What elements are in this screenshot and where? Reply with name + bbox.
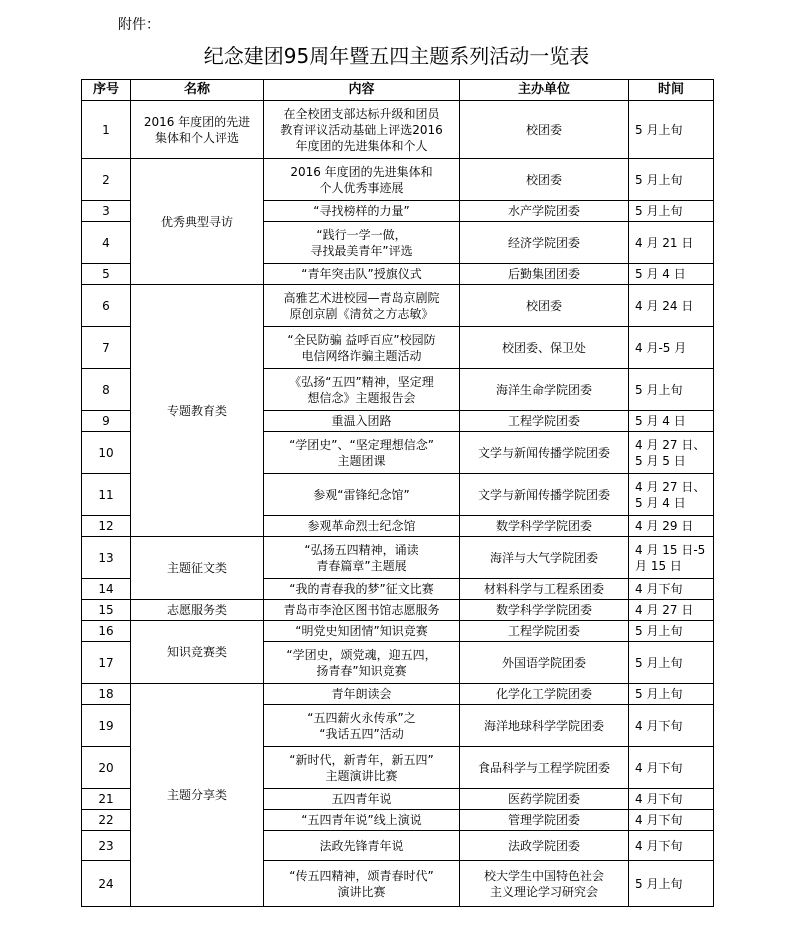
activity-time <box>629 600 714 621</box>
organizer <box>460 747 629 789</box>
organizer-line: 化学化工学院团委 <box>495 687 592 701</box>
activity-time <box>629 516 714 537</box>
organizer-line: 外国语学院团委 <box>501 655 586 670</box>
content-line: “学团史，颂党魂，迎五四， <box>286 647 437 662</box>
content-line: “践行一学一做， <box>316 227 407 242</box>
activity-content <box>264 222 460 264</box>
page-title: 纪念建团95周年暨五四主题系列活动一览表 <box>203 44 590 68</box>
row-number: 19 <box>82 705 131 747</box>
organizer-line: 后勤集团团委 <box>507 267 580 281</box>
content-line: “全民防骗 益呼百应”校园防 <box>287 332 436 347</box>
organizer-line: 食品科学与工程学院团委 <box>477 760 610 775</box>
row-number: 18 <box>82 684 131 705</box>
time-line: 5 月上旬 <box>635 122 683 137</box>
activity-category <box>131 621 264 684</box>
table-row <box>82 101 714 159</box>
category-line: 志愿服务类 <box>166 603 227 617</box>
activity-content <box>264 201 460 222</box>
content-line: 青岛市李沧区图书馆志愿服务 <box>283 603 440 617</box>
activity-content <box>264 642 460 684</box>
row-number: 20 <box>82 747 131 789</box>
activity-time <box>629 537 714 579</box>
time-line: 5 月上旬 <box>635 172 683 187</box>
activity-time <box>629 621 714 642</box>
table-row <box>82 600 714 621</box>
table-row <box>82 684 714 705</box>
activity-content <box>264 264 460 285</box>
activity-time <box>629 369 714 411</box>
organizer <box>460 264 629 285</box>
activity-content <box>264 432 460 474</box>
category-line: 优秀典型寻访 <box>160 214 233 229</box>
organizer-line: 材料科学与工程系团委 <box>483 582 604 596</box>
activity-content <box>264 621 460 642</box>
content-line: “寻找榜样的力量” <box>313 204 410 218</box>
content-line: 原创京剧《清贫之方志敏》 <box>289 306 434 321</box>
content-line: 寻找最美青年”评选 <box>310 243 413 258</box>
activity-content <box>264 159 460 201</box>
activity-content <box>264 327 460 369</box>
activity-category <box>131 285 264 537</box>
table-row <box>82 621 714 642</box>
activity-category <box>131 600 264 621</box>
activity-category <box>131 537 264 600</box>
activity-time <box>629 705 714 747</box>
activity-content <box>264 861 460 907</box>
row-number: 17 <box>82 642 131 684</box>
time-line: 4 月下旬 <box>635 718 683 733</box>
organizer-line: 校团委、保卫处 <box>501 340 586 355</box>
content-line: 高雅艺术进校园—青岛京剧院 <box>283 290 440 305</box>
activity-content <box>264 810 460 831</box>
content-line: “学团史”、“坚定理想信念” <box>289 437 434 452</box>
organizer-line: 主义理论学习研究会 <box>489 884 598 899</box>
time-line: 月 15 日 <box>635 558 682 573</box>
organizer-line: 经济学院团委 <box>507 235 580 250</box>
time-line: 4 月 24 日 <box>635 298 694 313</box>
activity-time <box>629 327 714 369</box>
header-no: 序号 <box>82 80 131 101</box>
organizer-line: 水产学院团委 <box>507 204 580 218</box>
content-line: “五四青年说”线上演说 <box>301 813 422 827</box>
time-line: 4 月 27 日 <box>635 603 694 617</box>
activity-time <box>629 747 714 789</box>
activity-time <box>629 579 714 600</box>
time-line: 4 月下旬 <box>635 838 683 853</box>
content-line: 在全校团支部达标升级和团员 <box>283 106 440 121</box>
time-line: 5 月上旬 <box>635 876 683 891</box>
activity-content <box>264 411 460 432</box>
content-line: 2016 年度团的先进集体和 <box>290 164 433 179</box>
activity-time <box>629 411 714 432</box>
activity-time <box>629 474 714 516</box>
activity-content <box>264 537 460 579</box>
organizer-line: 医药学院团委 <box>507 792 580 806</box>
content-line: “新时代，新青年，新五四” <box>289 752 434 767</box>
time-line: 5 月 4 日 <box>635 414 686 428</box>
organizer-line: 管理学院团委 <box>507 813 580 827</box>
activity-time <box>629 831 714 861</box>
activity-time <box>629 684 714 705</box>
time-line: 5 月上旬 <box>635 204 683 218</box>
activity-content <box>264 474 460 516</box>
time-line: 5 月 5 日 <box>635 453 686 468</box>
time-line: 4 月 21 日 <box>635 235 694 250</box>
activity-content <box>264 684 460 705</box>
row-number: 8 <box>82 369 131 411</box>
row-number: 16 <box>82 621 131 642</box>
time-line: 4 月下旬 <box>635 813 683 827</box>
table-row <box>82 537 714 579</box>
table-header-row <box>82 80 714 101</box>
activity-content <box>264 600 460 621</box>
organizer <box>460 600 629 621</box>
time-line: 4 月-5 月 <box>635 340 687 355</box>
time-line: 5 月上旬 <box>635 655 683 670</box>
time-line: 4 月下旬 <box>635 792 683 806</box>
row-number: 13 <box>82 537 131 579</box>
organizer-line: 工程学院团委 <box>507 414 580 428</box>
activity-category <box>131 684 264 907</box>
organizer-line: 校大学生中国特色社会 <box>483 868 604 883</box>
category-line: 知识竞赛类 <box>166 645 227 659</box>
content-line: “传五四精神，颂青春时代” <box>289 868 434 883</box>
organizer <box>460 621 629 642</box>
header-time: 时间 <box>629 80 714 101</box>
content-line: 扬青春”知识竞赛 <box>316 663 407 678</box>
organizer <box>460 810 629 831</box>
activity-content <box>264 705 460 747</box>
row-number: 1 <box>82 101 131 159</box>
activity-content <box>264 285 460 327</box>
organizer <box>460 432 629 474</box>
content-line: 教育评议活动基础上评选2016 <box>280 122 443 137</box>
organizer <box>460 411 629 432</box>
organizer-line: 文学与新闻传播学院团委 <box>477 445 610 460</box>
organizer <box>460 201 629 222</box>
activity-category <box>131 159 264 285</box>
organizer-line: 数学科学学院团委 <box>495 603 592 617</box>
organizer <box>460 474 629 516</box>
organizer-line: 工程学院团委 <box>507 624 580 638</box>
row-number: 23 <box>82 831 131 861</box>
table-row <box>82 285 714 327</box>
organizer <box>460 705 629 747</box>
organizer-line: 海洋生命学院团委 <box>495 382 592 397</box>
organizer <box>460 831 629 861</box>
row-number: 4 <box>82 222 131 264</box>
time-line: 5 月上旬 <box>635 624 683 638</box>
row-number: 15 <box>82 600 131 621</box>
time-line: 4 月 15 日-5 <box>635 542 706 557</box>
activity-time <box>629 642 714 684</box>
activity-time <box>629 101 714 159</box>
time-line: 4 月 27 日、 <box>635 479 706 494</box>
organizer <box>460 369 629 411</box>
content-line: “青年突击队”授旗仪式 <box>301 267 422 281</box>
time-line: 5 月 4 日 <box>635 495 686 510</box>
row-number: 3 <box>82 201 131 222</box>
activity-content <box>264 369 460 411</box>
organizer <box>460 579 629 600</box>
row-number: 9 <box>82 411 131 432</box>
organizer <box>460 285 629 327</box>
organizer <box>460 684 629 705</box>
row-number: 6 <box>82 285 131 327</box>
activity-time <box>629 264 714 285</box>
attachment-label: 附件： <box>118 17 160 33</box>
activity-content <box>264 789 460 810</box>
row-number: 21 <box>82 789 131 810</box>
row-number: 11 <box>82 474 131 516</box>
time-line: 4 月 29 日 <box>635 519 694 533</box>
category-line: 主题分享类 <box>166 788 227 802</box>
activity-table <box>81 79 714 907</box>
row-number: 14 <box>82 579 131 600</box>
organizer <box>460 222 629 264</box>
row-number: 5 <box>82 264 131 285</box>
activity-time <box>629 222 714 264</box>
activity-content <box>264 101 460 159</box>
content-line: 主题演讲比赛 <box>325 768 398 783</box>
time-line: 5 月上旬 <box>635 382 683 397</box>
content-line: 参观“雷锋纪念馆” <box>313 487 410 502</box>
header-name: 名称 <box>131 80 264 101</box>
activity-content <box>264 831 460 861</box>
activity-time <box>629 861 714 907</box>
content-line: “弘扬五四精神，诵读 <box>304 542 419 557</box>
row-number: 24 <box>82 861 131 907</box>
content-line: 想信念》主题报告会 <box>307 390 416 405</box>
content-line: 青年朗读会 <box>331 687 392 701</box>
category-line: 2016 年度团的先进 <box>143 114 251 129</box>
organizer-line: 海洋与大气学院团委 <box>489 550 598 565</box>
activity-content <box>264 747 460 789</box>
activity-time <box>629 159 714 201</box>
table-row <box>82 159 714 201</box>
organizer-line: 法政学院团委 <box>507 838 580 853</box>
organizer <box>460 642 629 684</box>
organizer-line: 校团委 <box>525 122 562 137</box>
category-line: 集体和个人评选 <box>154 130 239 145</box>
time-line: 4 月下旬 <box>635 582 683 596</box>
content-line: “五四薪火永传承”之 <box>307 710 416 725</box>
organizer <box>460 537 629 579</box>
content-line: 参观革命烈士纪念馆 <box>307 519 416 533</box>
activity-time <box>629 285 714 327</box>
organizer-line: 校团委 <box>525 172 562 187</box>
content-line: 五四青年说 <box>331 792 392 806</box>
content-line: “我话五四”活动 <box>319 726 404 741</box>
organizer <box>460 101 629 159</box>
organizer <box>460 861 629 907</box>
header-content: 内容 <box>264 80 460 101</box>
row-number: 7 <box>82 327 131 369</box>
activity-content <box>264 516 460 537</box>
content-line: 法政先锋青年说 <box>319 838 404 853</box>
content-line: 个人优秀事迹展 <box>319 180 404 195</box>
row-number: 22 <box>82 810 131 831</box>
time-line: 4 月下旬 <box>635 760 683 775</box>
content-line: “我的青春我的梦”征文比赛 <box>289 582 434 596</box>
time-line: 5 月 4 日 <box>635 267 686 281</box>
row-number: 10 <box>82 432 131 474</box>
activity-time <box>629 810 714 831</box>
category-line: 主题征文类 <box>166 561 227 575</box>
activity-time <box>629 201 714 222</box>
organizer <box>460 789 629 810</box>
content-line: 《弘扬“五四”精神，坚定理 <box>289 374 434 389</box>
content-line: 重温入团路 <box>331 414 392 428</box>
organizer <box>460 516 629 537</box>
content-line: 演讲比赛 <box>337 884 386 899</box>
content-line: 主题团课 <box>337 453 386 468</box>
activity-time <box>629 432 714 474</box>
organizer-line: 文学与新闻传播学院团委 <box>477 487 610 502</box>
content-line: “明党史知团情”知识竞赛 <box>295 624 428 638</box>
organizer <box>460 327 629 369</box>
activity-category <box>131 101 264 159</box>
organizer <box>460 159 629 201</box>
row-number: 2 <box>82 159 131 201</box>
organizer-line: 数学科学学院团委 <box>495 519 592 533</box>
organizer-line: 校团委 <box>525 298 562 313</box>
category-line: 专题教育类 <box>166 403 227 418</box>
activity-time <box>629 789 714 810</box>
activity-content <box>264 579 460 600</box>
content-line: 青春篇章”主题展 <box>316 558 407 573</box>
content-line: 年度团的先进集体和个人 <box>295 138 428 153</box>
row-number: 12 <box>82 516 131 537</box>
header-organizer: 主办单位 <box>460 80 629 101</box>
time-line: 5 月上旬 <box>635 687 683 701</box>
organizer-line: 海洋地球科学学院团委 <box>483 718 604 733</box>
time-line: 4 月 27 日、 <box>635 437 706 452</box>
content-line: 电信网络诈骗主题活动 <box>301 348 422 363</box>
